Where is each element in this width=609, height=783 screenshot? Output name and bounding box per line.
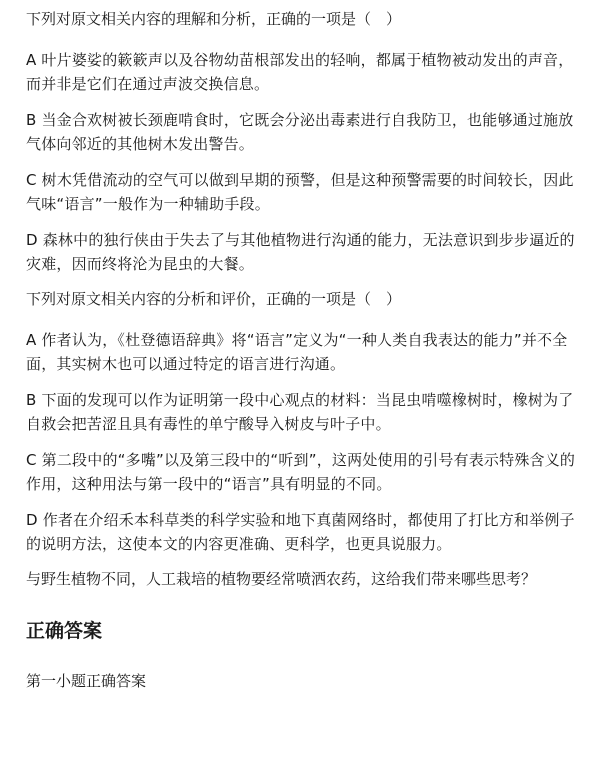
- question-2-option-a: A 作者认为，《杜登德语辞典》将“语言”定义为“一种人类自我表达的能力”并不全面，其实树木也可以通过特定的语言进行沟通。: [26, 331, 568, 373]
- question-1-option-d: D 森林中的独行侠由于失去了与其他植物进行沟通的能力，无法意识到步步逼近的灾难，因而终将沦为昆虫的大餐。: [26, 231, 575, 273]
- question-2-option-b: B 下面的发现可以作为证明第一段中心观点的材料：当昆虫啃噬橡树时，橡树为了自救会把苦涩且具有毒性的单宁酸导入树皮与叶子中。: [26, 391, 574, 433]
- first-answer-label: 第一小题正确答案: [26, 672, 147, 690]
- question-2-option-c: C 第二段中的“多嘴”以及第三段中的“听到”，这两处使用的引号有表示特殊含义的作用，这种用法与第一段中的“语言”具有明显的不同。: [26, 451, 576, 493]
- question-2-stem: 下列对原文相关内容的分析和评价，正确的一项是（ ）: [26, 290, 402, 308]
- question-3-stem: 与野生植物不同，人工栽培的植物要经常喷洒农药，这给我们带来哪些思考？: [26, 570, 537, 588]
- question-1-option-c: C 树木凭借流动的空气可以做到早期的预警，但是这种预警需要的时间较长，因此气味“语言”一般作为一种辅助手段。: [26, 171, 574, 213]
- question-2-option-d: D 作者在介绍禾本科草类的科学实验和地下真菌网络时，都使用了打比方和举例子的说明方法，这使本文的内容更准确、更科学，也更具说服力。: [26, 511, 575, 553]
- question-1-option-b: B 当金合欢树被长颈鹿啃食时，它既会分泌出毒素进行自我防卫，也能够通过施放气体向邻近的其他树木发出警告。: [26, 111, 574, 153]
- question-1-stem: 下列对原文相关内容的理解和分析，正确的一项是（ ）: [26, 10, 402, 28]
- question-1-option-a: A 叶片婆娑的簌簌声以及谷物幼苗根部发出的轻响，都属于植物被动发出的声音，而并非是它们在通过声波交换信息。: [26, 51, 574, 93]
- answer-heading: 正确答案: [26, 620, 103, 642]
